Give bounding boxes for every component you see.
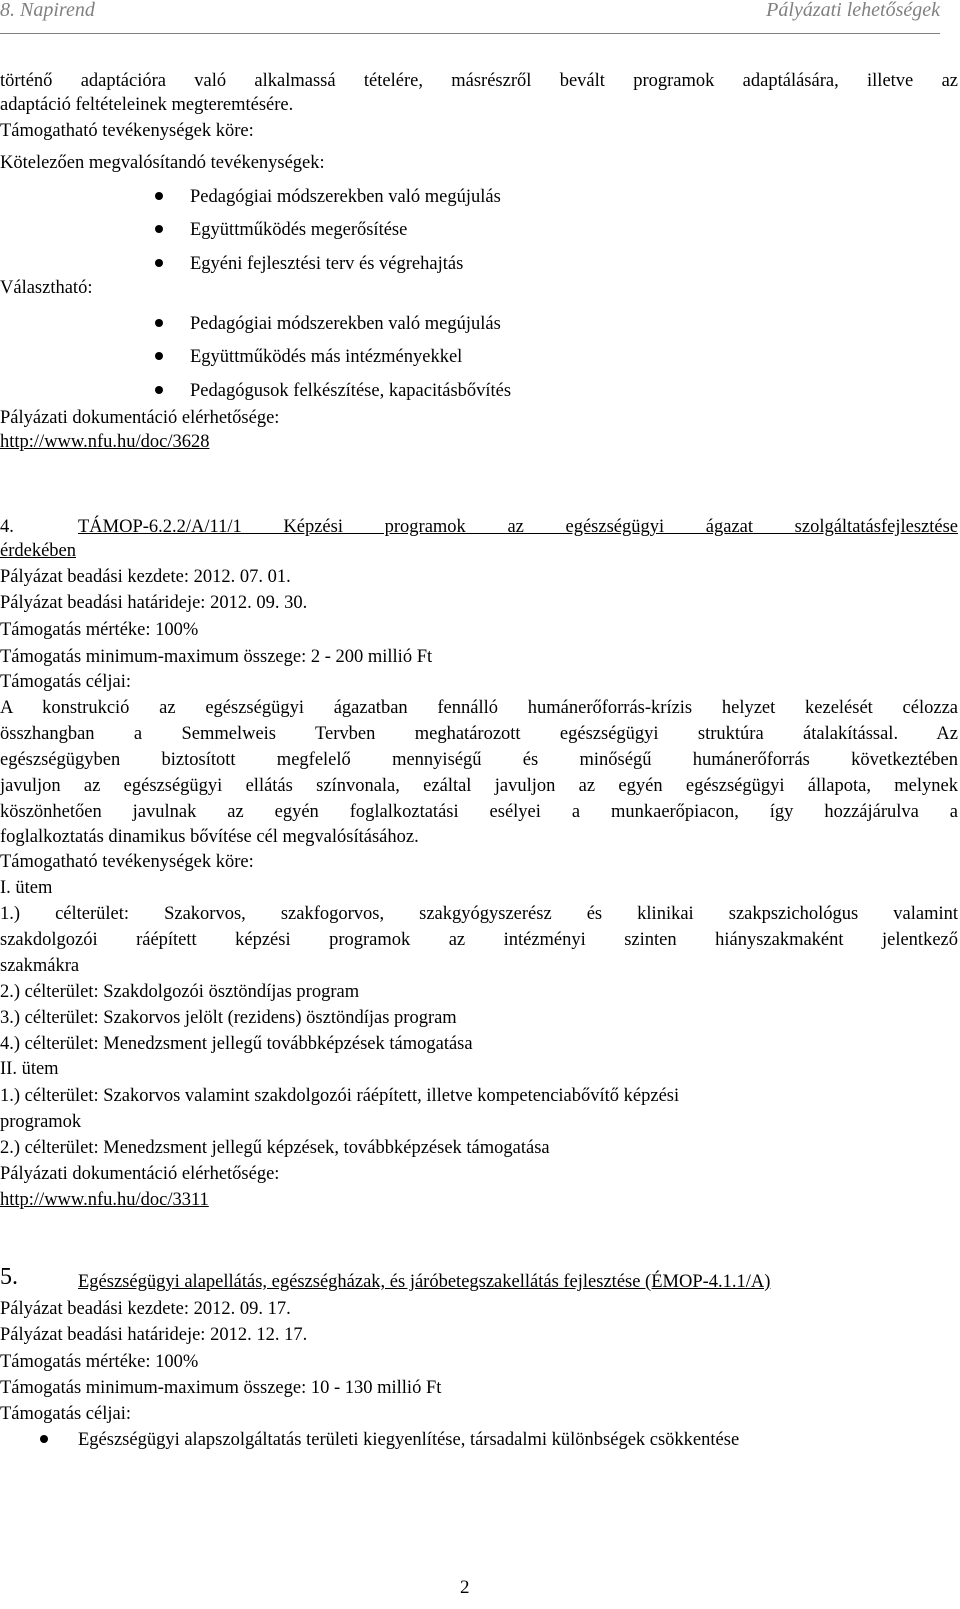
- phase-1-label: I. ütem: [0, 878, 53, 898]
- optional-label: Választható:: [0, 278, 93, 298]
- item5-title: Egészségügyi alapellátás, egészségházak, és járóbetegszakellátás fejlesztése (ÉMOP-4.1.1/A): [78, 1272, 771, 1292]
- intro-line: történő adaptációra való alkalmassá tételére, másrészről bevált programok adaptálására, illetve az: [0, 71, 958, 91]
- item4-deadline: Pályázat beadási határideje: 2012. 09. 30.: [0, 593, 308, 613]
- item4-goals-label: Támogatás céljai:: [0, 672, 131, 692]
- item5-goal-item: Egészségügyi alapszolgáltatás területi kiegyenlítése, társadalmi különbségek csökkentése: [78, 1428, 938, 1452]
- item4-start: Pályázat beadási kezdete: 2012. 07. 01.: [0, 567, 291, 587]
- item4-title: TÁMOP-6.2.2/A/11/1 Képzési programok az egészségügyi ágazat szolgáltatásfejlesztése: [78, 517, 958, 537]
- page-number: 2: [460, 1577, 470, 1598]
- activities-label: Támogatható tevékenységek köre:: [0, 121, 254, 141]
- item4-goal-line: köszönhetően javulnak az egyén foglalkoztatási esélyei a munkaerőpiacon, így hozzájárulva a: [0, 802, 958, 822]
- item4-goal-line: összhangban a Semmelweis Tervben meghatározott egészségügyi struktúra átalakítással. Az: [0, 724, 958, 744]
- target-area-line: 2.) célterület: Menedzsment jellegű képzések, továbbképzések támogatása: [0, 1138, 550, 1158]
- optional-item: Pedagógusok felkészítése, kapacitásbővítés: [190, 379, 890, 403]
- item4-title-cont: érdekében: [0, 541, 77, 561]
- optional-item: Pedagógiai módszerekben való megújulás: [190, 312, 890, 336]
- target-area-line: 2.) célterület: Szakdolgozói ösztöndíjas program: [0, 982, 360, 1002]
- item4-goal-line: A konstrukció az egészségügyi ágazatban fennálló humánerőforrás-krízis helyzet kezelését célozza: [0, 698, 958, 718]
- item4-rate: Támogatás mértéke: 100%: [0, 620, 199, 640]
- mandatory-item: Együttműködés megerősítése: [190, 218, 890, 242]
- mandatory-item: Pedagógiai módszerekben való megújulás: [190, 185, 890, 209]
- mandatory-item: Egyéni fejlesztési terv és végrehajtás: [190, 252, 890, 276]
- item4-amount: Támogatás minimum-maximum összege: 2 - 200 millió Ft: [0, 647, 433, 667]
- item5-rate: Támogatás mértéke: 100%: [0, 1352, 199, 1372]
- doc-link[interactable]: http://www.nfu.hu/doc/3311: [0, 1190, 209, 1210]
- header-chapter: 8. Napirend: [0, 0, 95, 21]
- item5-deadline: Pályázat beadási határideje: 2012. 12. 17.: [0, 1325, 308, 1345]
- item5-amount: Támogatás minimum-maximum összege: 10 - 130 millió Ft: [0, 1378, 442, 1398]
- header-rule: [0, 33, 940, 34]
- doc-label: Pályázati dokumentáció elérhetősége:: [0, 1164, 280, 1184]
- target-area-line: 1.) célterület: Szakorvos valamint szakdolgozói ráépített, illetve kompetenciabővítő képzési: [0, 1086, 680, 1106]
- target-area-line: 3.) célterület: Szakorvos jelölt (rezidens) ösztöndíjas program: [0, 1008, 457, 1028]
- target-area-line: szakdolgozói ráépített képzési programok az intézményi szinten hiányszakmaként jelentkező: [0, 930, 958, 950]
- doc-link[interactable]: http://www.nfu.hu/doc/3628: [0, 432, 210, 452]
- mandatory-label: Kötelezően megvalósítandó tevékenységek:: [0, 153, 325, 173]
- item4-goal-line: egészségügyben biztosított megfelelő mennyiségű és minőségű humánerőforrás következtében: [0, 750, 958, 770]
- optional-item: Együttműködés más intézményekkel: [190, 345, 890, 369]
- doc-label: Pályázati dokumentáció elérhetősége:: [0, 408, 280, 428]
- header-section: Pályázati lehetőségek: [766, 0, 940, 21]
- phase-2-label: II. ütem: [0, 1059, 59, 1079]
- item4-activities-label: Támogatható tevékenységek köre:: [0, 852, 254, 872]
- target-area-line: 4.) célterület: Menedzsment jellegű továbbképzések támogatása: [0, 1034, 473, 1054]
- item4-goal-line: foglalkoztatás dinamikus bővítése cél megvalósításához.: [0, 827, 419, 847]
- target-area-line: programok: [0, 1112, 82, 1132]
- target-area-line: szakmákra: [0, 956, 80, 976]
- target-area-line: 1.) célterület: Szakorvos, szakfogorvos, szakgyógyszerész és klinikai szakpszichológus valamint: [0, 904, 958, 924]
- item4-goal-line: javuljon az egészségügyi ellátás színvonala, ezáltal javuljon az egyén egészségügyi állapota, melynek: [0, 776, 958, 796]
- item4-number: 4.: [0, 517, 14, 537]
- item5-number: 5.: [0, 1264, 18, 1290]
- page-header: [0, 0, 960, 40]
- intro-line: adaptáció feltételeinek megteremtésére.: [0, 95, 294, 115]
- item5-goals-label: Támogatás céljai:: [0, 1404, 131, 1424]
- item5-start: Pályázat beadási kezdete: 2012. 09. 17.: [0, 1299, 291, 1319]
